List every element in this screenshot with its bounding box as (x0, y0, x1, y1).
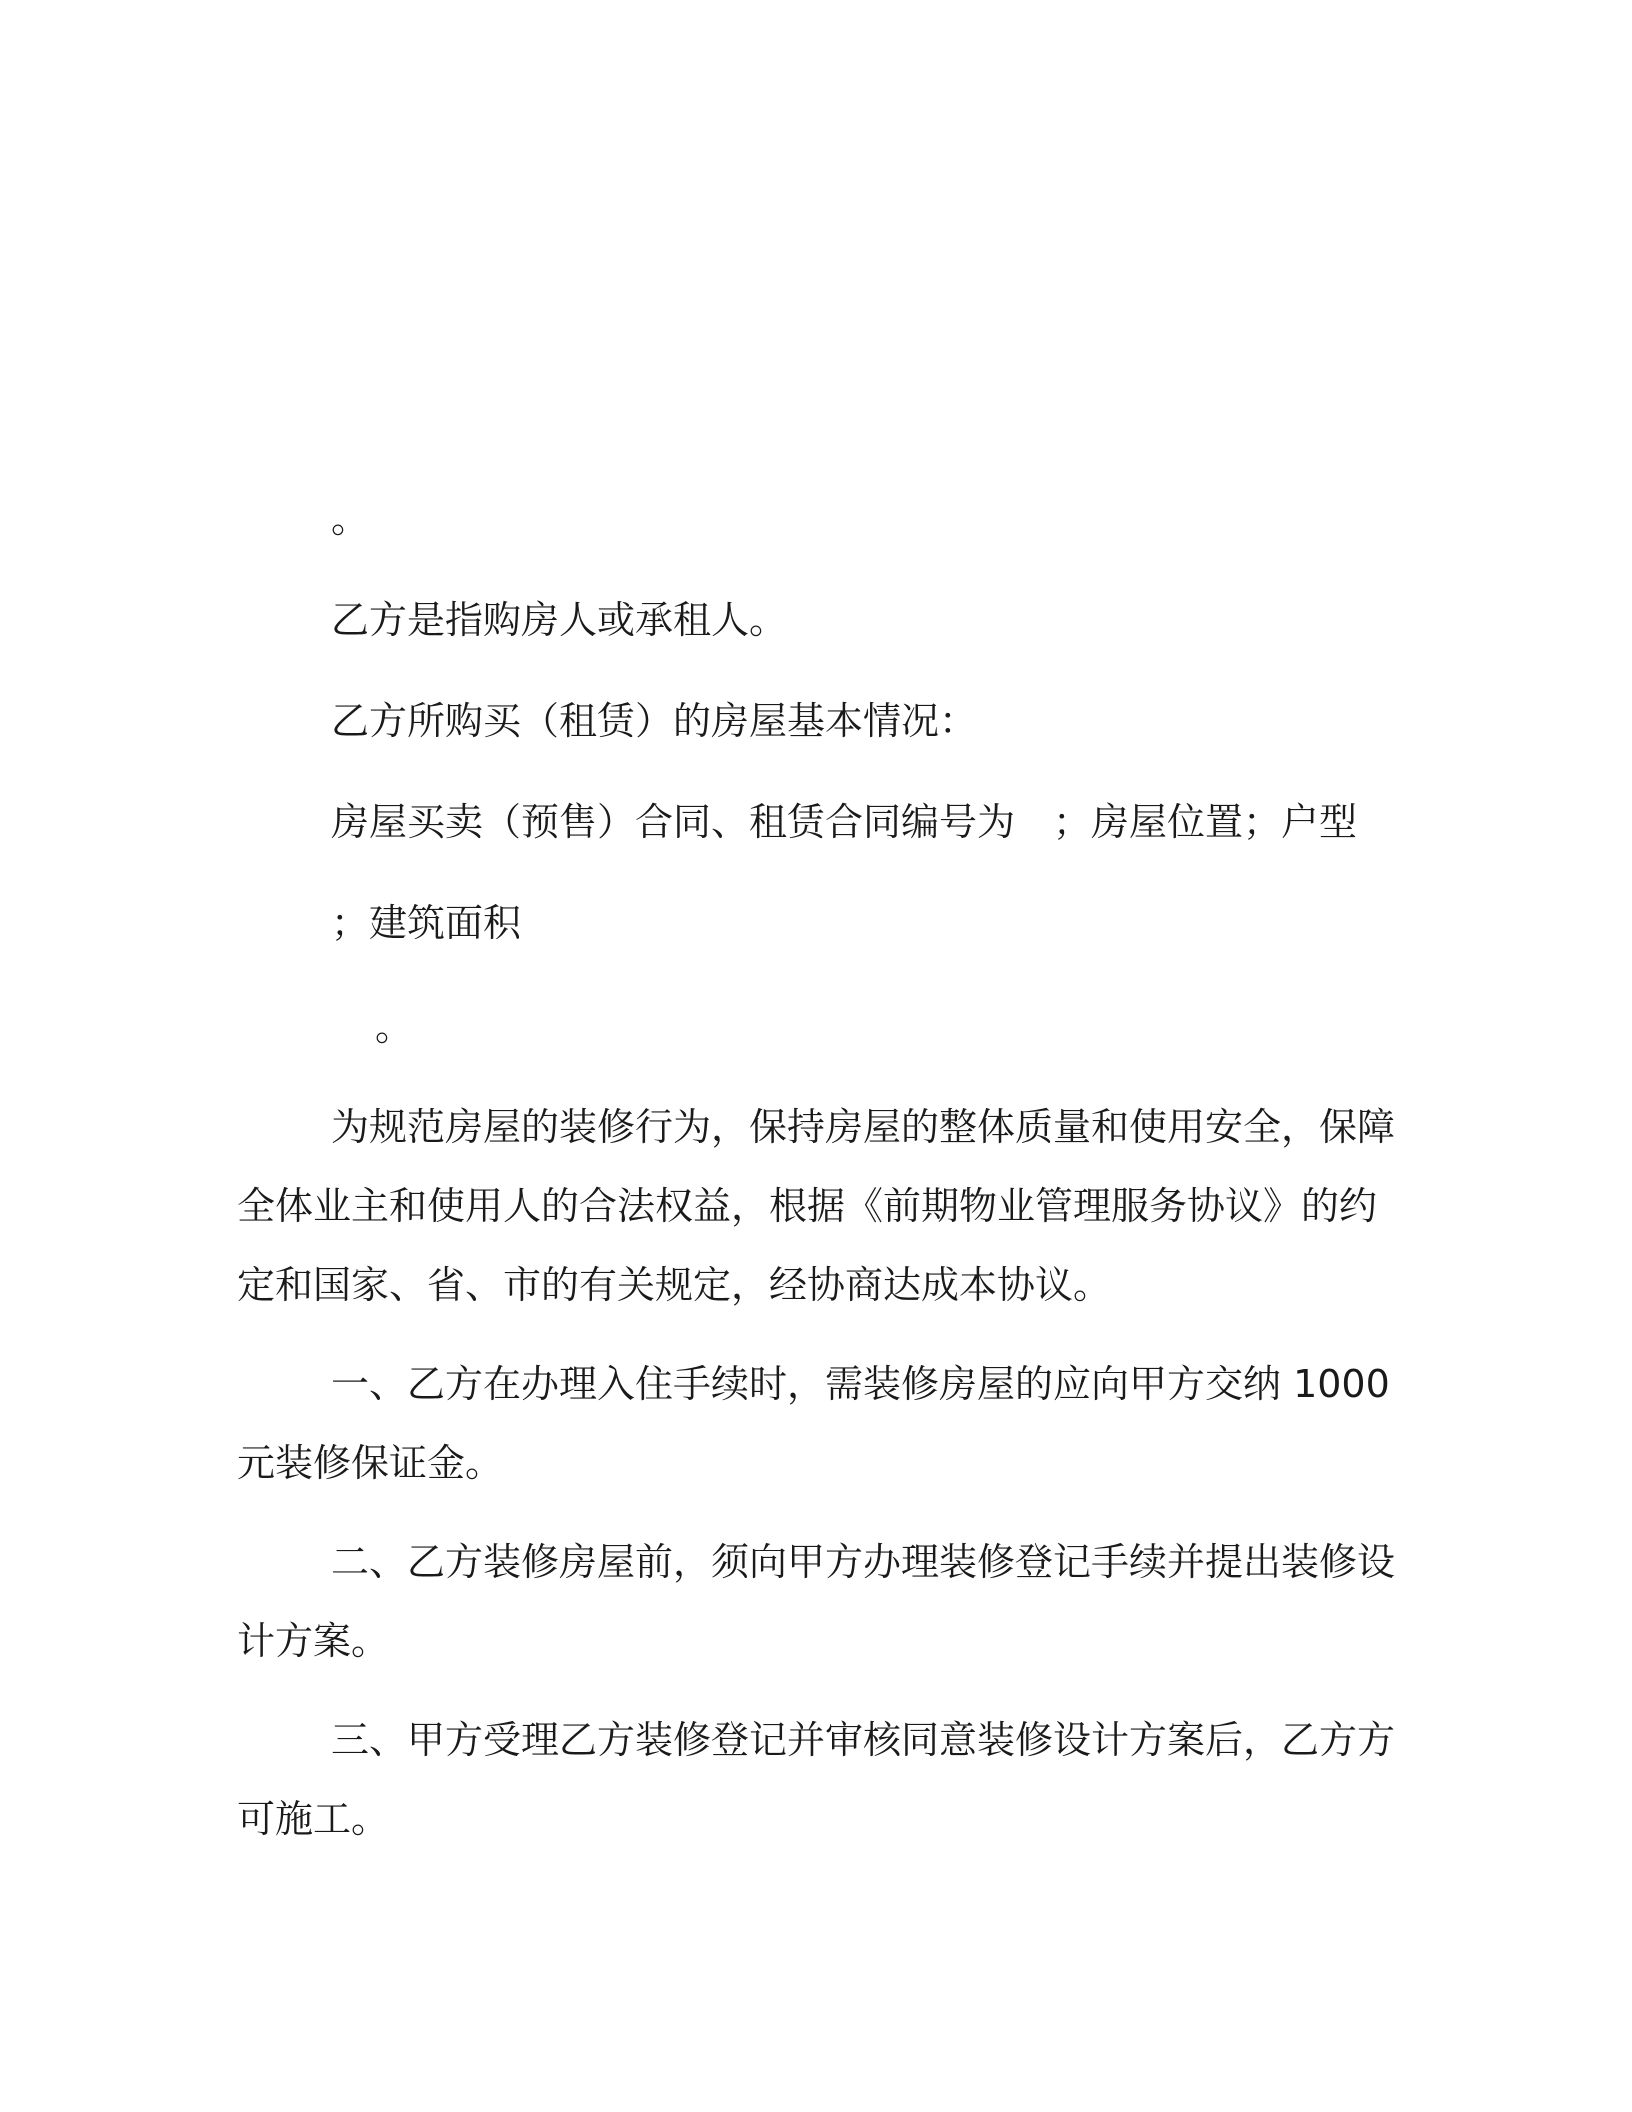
text-paragraph-purpose-line-3: 定和国家、省、市的有关规定，经协商达成本协议。 (237, 1263, 1112, 1307)
text-line-party-b-definition: 乙方是指购房人或承租人。 (331, 598, 788, 642)
text-clause-2-line-1: 二、乙方装修房屋前，须向甲方办理装修登记手续并提出装修设 (331, 1540, 1396, 1584)
text-line-contract-number: 房屋买卖（预售）合同、租赁合同编号为 ；房屋位置；户型 (331, 800, 1358, 844)
text-clause-1-line-2: 元装修保证金。 (237, 1441, 504, 1485)
text-paragraph-purpose-line-1: 为规范房屋的装修行为，保持房屋的整体质量和使用安全，保障 (331, 1105, 1396, 1149)
text-line-building-area: ；建筑面积 (331, 901, 522, 945)
text-paragraph-purpose-line-2: 全体业主和使用人的合法权益，根据《前期物业管理服务协议》的约 (237, 1184, 1378, 1228)
text-line-period-2: 。 (375, 1005, 414, 1049)
text-clause-1-line-1: 一、乙方在办理入住手续时，需装修房屋的应向甲方交纳 1000 (331, 1362, 1390, 1406)
text-line-house-info-heading: 乙方所购买（租赁）的房屋基本情况： (331, 699, 978, 743)
text-clause-2-line-2: 计方案。 (237, 1619, 390, 1663)
text-line-period: 。 (331, 497, 370, 541)
text-clause-3-line-1: 三、甲方受理乙方装修登记并审核同意装修设计方案后，乙方方 (331, 1718, 1396, 1762)
text-clause-3-line-2: 可施工。 (237, 1797, 390, 1841)
